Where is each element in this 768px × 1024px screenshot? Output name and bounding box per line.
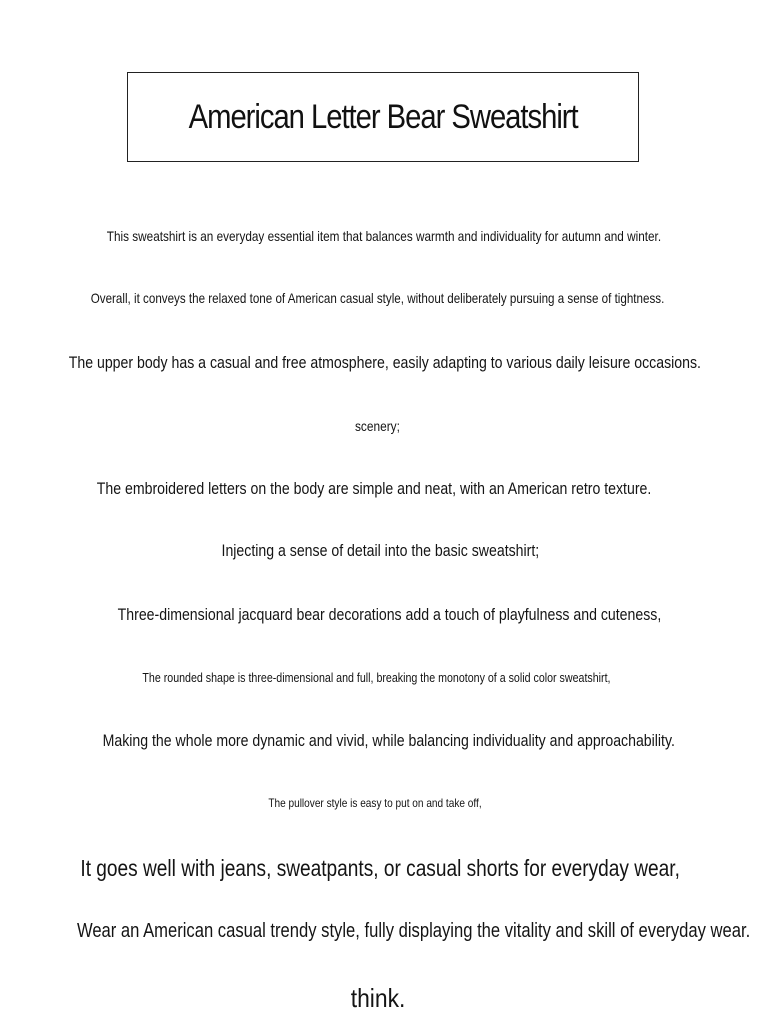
paragraph-line — [5, 605, 768, 625]
paragraph-line — [0, 228, 768, 244]
paragraph-line — [5, 731, 768, 751]
paragraph-text: The embroidered letters on the body are simple and neat, with an American retro texture. — [96, 479, 652, 498]
paragraph-text: think. — [350, 983, 406, 1013]
paragraph-line — [0, 418, 761, 434]
paragraph-text: It goes well with jeans, sweatpants, or casual shorts for everyday wear, — [80, 855, 680, 881]
paragraph-line — [8, 920, 768, 943]
paragraph-text: This sweatshirt is an everyday essential item that balances warmth and individuality for autumn and winter. — [106, 228, 662, 244]
paragraph-text: scenery; — [354, 418, 400, 434]
paragraph-text: Wear an American casual trendy style, fully displaying the vitality and skill of everyday wear. — [76, 920, 751, 942]
paragraph-text: The pullover style is easy to put on and take off, — [268, 796, 482, 810]
paragraph-text: Overall, it conveys the relaxed tone of American casual style, without deliberately pursuing a sense of tightness. — [91, 290, 665, 306]
paragraph-text: Three-dimensional jacquard bear decorations add a touch of playfulness and cuteness, — [117, 605, 661, 624]
page-title: American Letter Bear Sweatshirt — [188, 97, 578, 136]
paragraph-line — [0, 290, 762, 306]
paragraph-line — [0, 983, 762, 1014]
paragraph-line — [0, 855, 764, 882]
paragraph-text: Making the whole more dynamic and vivid, while balancing individuality and approachability. — [102, 731, 676, 750]
title-box — [127, 72, 639, 162]
paragraph-line — [0, 541, 764, 561]
paragraph-line — [1, 353, 768, 373]
paragraph-line — [0, 796, 759, 810]
paragraph-text: Injecting a sense of detail into the basic sweatshirt; — [221, 541, 539, 560]
paragraph-line — [0, 670, 760, 685]
paragraph-text: The upper body has a casual and free atmosphere, easily adapting to various daily leisure occasions. — [68, 353, 702, 372]
paragraph-line — [0, 479, 758, 499]
paragraph-text: The rounded shape is three-dimensional and full, breaking the monotony of a solid color sweatshirt, — [141, 670, 611, 685]
